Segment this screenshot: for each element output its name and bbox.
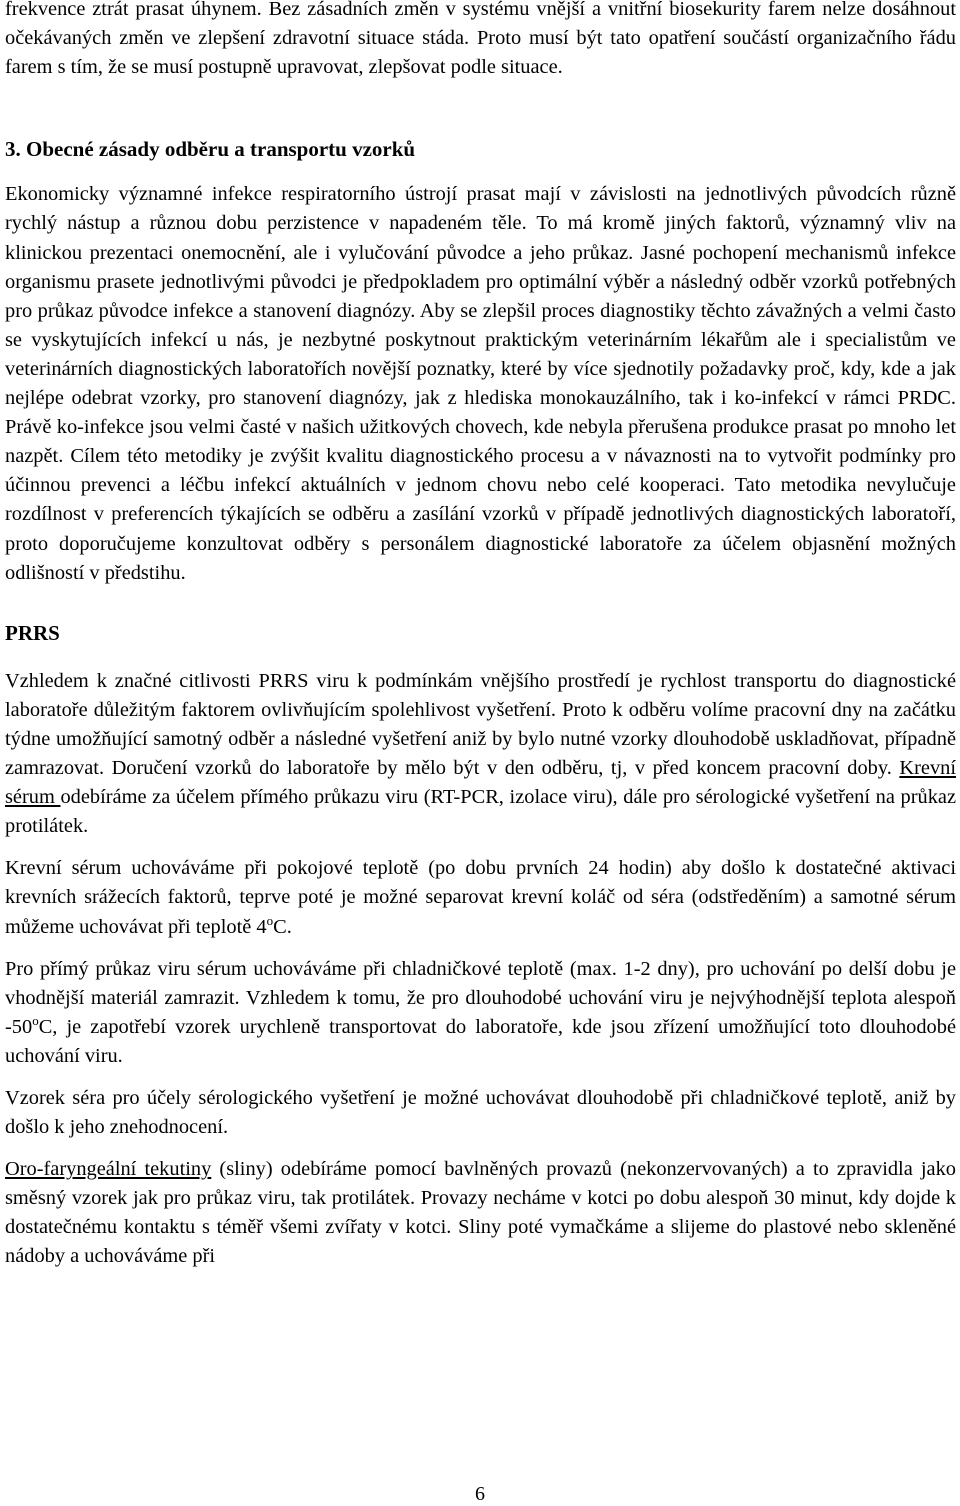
serum-term: Krevní sérum xyxy=(5,757,956,809)
degree-superscript: o xyxy=(32,1013,39,1029)
prrs-p3-text: Pro přímý průkaz viru sérum uchováváme při chladničkové teplotě (max. 1-2 dny), pro uchování po delší dobu je vhodnější materiál zamrazit. Vzhledem k tomu, že pro dlouhodobé uchování viru je nejvýhodnější teplota alespoň -50 xyxy=(5,957,956,1038)
prrs-paragraph-5 xyxy=(5,1155,956,1271)
prrs-paragraph-2 xyxy=(5,854,956,941)
section-heading: 3. Obecné zásady odběru a transportu vzorků xyxy=(5,137,416,162)
prrs-p2-text: Krevní sérum uchováváme při pokojové teplotě (po dobu prvních 24 hodin) aby došlo k dostatečné aktivaci krevních srážecích faktorů, teprve poté je možné separovat krevní koláč od séra (odstředěním) a samotné sérum můžeme uchovávat při teplotě 4 xyxy=(5,857,956,938)
oro-pharyngeal-term: Oro-faryngeální tekutiny xyxy=(5,1158,212,1181)
prrs-paragraph-3 xyxy=(5,955,956,1071)
degree-superscript: o xyxy=(266,912,274,928)
prrs-p1-text-end: odebíráme za účelem přímého průkazu viru (RT-PCR, izolace viru), dále pro sérologické vyšetření na průkaz protilátek. xyxy=(5,786,956,838)
prrs-p1-text: Vzhledem k značné citlivosti PRRS viru k podmínkám vnějšího prostředí je rychlost transportu do diagnostické laboratoře důležitým faktorem ovlivňujícím spolehlivost vyšetření. Proto k odběru volíme pracovní dny na začátku týdne umožňující samotný odběr a následné vyšetření aniž by bylo nutné vzorky dlouhodobě uskladňovat, případně zamrazovat. Doručení vzorků do laboratoře by mělo být v den odběru, tj, v před koncem pracovní doby. xyxy=(5,669,956,780)
prrs-heading: PRRS xyxy=(5,620,60,645)
section-paragraph: Ekonomicky významné infekce respiratorního ústrojí prasat mají v závislosti na jednotlivých původcích různě rychlý nástup a různou dobu perzistence v napadeném těle. To má kromě jiných faktorů, významný vliv na klinickou prezentaci onemocnění, ale i vylučování původce a jeho průkaz. Jasné pochopení mechanismů infekce organismu prasete jednotlivými původci je předpokladem pro optimální výběr a následný odběr vzorků potřebných pro průkaz původce infekce a stanovení diagnózy. Aby se zlepšil proces diagnostiky těchto závažných a velmi často se vyskytujících infekcí u nás, je nezbytné poskytnout praktickým veterinárním lékařům ale i specialistům ve veterinárních diagnostických laboratořích novější poznatky, které by více sjednotily požadavky proč, kdy, kde a jak nejlépe odebrat vzorky, pro stanovení diagnózy, jak z hlediska monokauzálního, tak i ko-infekcí v rámci PRDC. Právě ko-infekce jsou velmi časté v našich užitkových chovech, kde nebyla přerušena produkce prasat po mnoho let nazpět. Cílem této metodiky je zvýšit kvalitu diagnostického procesu a v návaznosti na to vytvořit podmínky pro účinnou prevenci a léčbu infekcí aktuálních v jednom chovu nebo celé kooperaci. Tato metodika nevylučuje rozdílnost v preferencích týkajících se odběru a zasílání vzorků v případě jednotlivých diagnostických laboratoří, proto doporučujeme konzultovat odběry s personálem diagnostické laboratoře za účelem objasnění možných odlišností v předstihu. xyxy=(5,183,956,584)
prrs-p3-text-end: C, je zapotřebí vzorek urychleně transportovat do laboratoře, kde jsou zřízení umožňující toto dlouhodobé uchování viru. xyxy=(5,1015,956,1067)
prrs-paragraph-1 xyxy=(5,667,956,842)
prrs-p5-text: (sliny) odebíráme pomocí bavlněných provazů (nekonzervovaných) a to zpravidla jako směsný vzorek jak pro průkaz viru, tak protilátek. Provazy necháme v kotci po dobu alespoň 30 minut, kdy dojde k dostatečnému kontaktu s téměř všemi zvířaty v kotci. Sliny poté vymačkáme a slijeme do plastové nebo skleněné nádoby a uchováváme při xyxy=(5,1158,956,1268)
prrs-p2-text-end: C. xyxy=(273,915,292,938)
document-page xyxy=(5,0,956,1272)
intro-paragraph: frekvence ztrát prasat úhynem. Bez zásadních změn v systému vnější a vnitřní biosekurity farem nelze dosáhnout očekávaných změn ve zlepšení zdravotní situace stáda. Proto musí být tato opatření součástí organizačního řádu farem s tím, že se musí postupně upravovat, zlepšovat podle situace. xyxy=(5,0,956,79)
prrs-paragraph-4: Vzorek séra pro účely sérologického vyšetření je možné uchovávat dlouhodobě při chladničkové teplotě, aniž by došlo k jeho znehodnocení. xyxy=(5,1087,956,1139)
page-number: 6 xyxy=(475,1483,485,1505)
